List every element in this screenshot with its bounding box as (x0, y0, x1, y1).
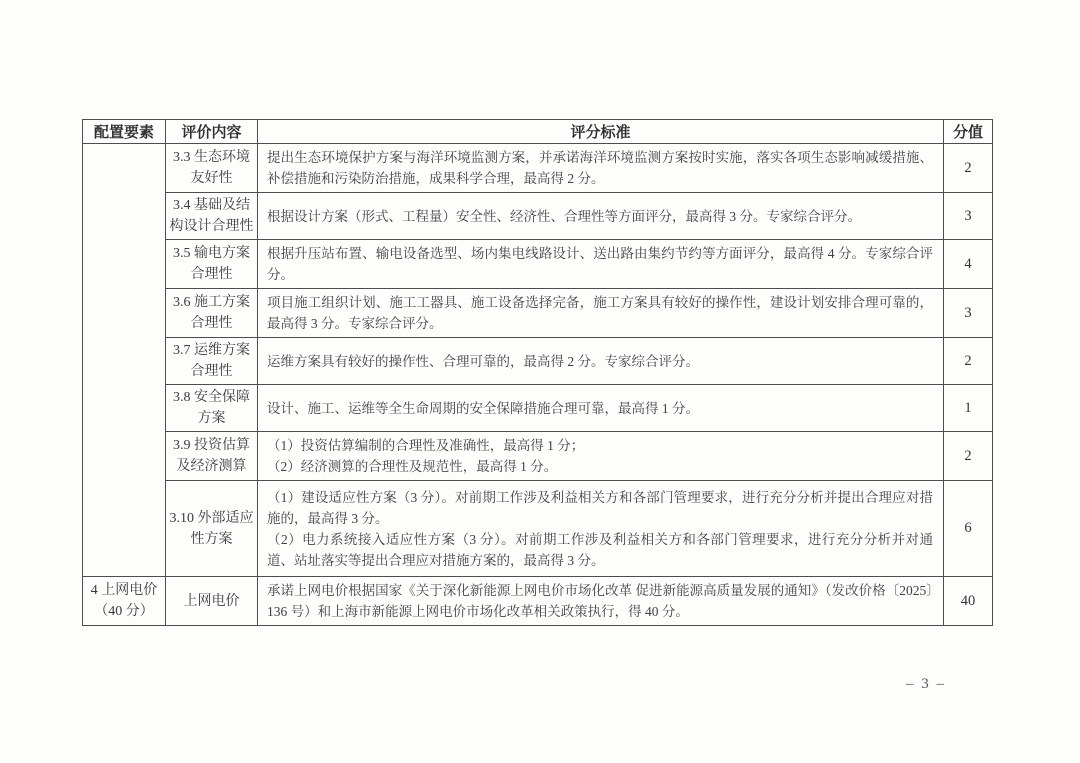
content-cell: 3.3 生态环境友好性 (166, 144, 258, 193)
criteria-cell (258, 240, 944, 289)
criteria-cell (258, 385, 944, 432)
criteria-cell (258, 432, 944, 481)
criteria-cell (258, 289, 944, 338)
table-row (83, 240, 993, 289)
element-cell-grid-price: 4 上网电价（40 分） (83, 577, 166, 626)
criteria-cell (258, 193, 944, 240)
table-header-row (83, 120, 993, 144)
criteria-cell (258, 481, 944, 577)
table-row (83, 193, 993, 240)
criteria-text: （2）电力系统接入适应性方案（3 分）。对前期工作涉及利益相关方和各部门管理要求，进行充分分析并对通道、站址落实等提出合理应对措施方案的，最高得 3 分。 (267, 531, 933, 568)
table-row (83, 289, 993, 338)
content-cell: 上网电价 (166, 577, 258, 626)
score-cell: 2 (944, 144, 993, 193)
page-number: – 3 – (906, 676, 946, 692)
score-cell: 3 (944, 289, 993, 338)
table-row (83, 144, 993, 193)
criteria-cell (258, 144, 944, 193)
header-score: 分值 (944, 120, 993, 144)
criteria-text: 提出生态环境保护方案与海洋环境监测方案，并承诺海洋环境监测方案按时实施，落实各项生态影响减缓措施、补偿措施和污染防治措施，成果科学合理，最高得 2 分。 (267, 150, 933, 186)
content-cell: 3.7 运维方案合理性 (166, 338, 258, 385)
element-cell-blank (83, 144, 166, 577)
criteria-text: 项目施工组织计划、施工工器具、施工设备选择完备，施工方案具有较好的操作性，建设计划安排合理可靠的，最高得 3 分。专家综合评分。 (267, 295, 933, 331)
score-cell: 2 (944, 432, 993, 481)
table-row (83, 577, 993, 626)
score-cell: 4 (944, 240, 993, 289)
content-cell: 3.4 基础及结构设计合理性 (166, 193, 258, 240)
criteria-text: （1）投资估算编制的合理性及准确性，最高得 1 分； (267, 438, 585, 453)
content-cell: 3.6 施工方案合理性 (166, 289, 258, 338)
table-row (83, 385, 993, 432)
score-cell: 2 (944, 338, 993, 385)
content-cell: 3.5 输电方案合理性 (166, 240, 258, 289)
criteria-text: 根据设计方案（形式、工程量）安全性、经济性、合理性等方面评分，最高得 3 分。专家综合评分。 (267, 208, 861, 224)
score-cell: 6 (944, 481, 993, 577)
criteria-text: （1）建设适应性方案（3 分）。对前期工作涉及利益相关方和各部门管理要求，进行充分分析并提出合理应对措施的，最高得 3 分。 (267, 489, 933, 526)
header-element: 配置要素 (83, 120, 166, 144)
table-row (83, 338, 993, 385)
criteria-text: 根据升压站布置、输电设备选型、场内集电线路设计、送出路由集约节约等方面评分，最高得 4 分。专家综合评分。 (267, 246, 933, 282)
criteria-cell (258, 338, 944, 385)
table-row (83, 432, 993, 481)
score-cell: 1 (944, 385, 993, 432)
header-criteria: 评分标准 (258, 120, 944, 144)
content-cell: 3.9 投资估算及经济测算 (166, 432, 258, 481)
criteria-cell (258, 577, 944, 626)
content-cell: 3.8 安全保障方案 (166, 385, 258, 432)
table-row (83, 481, 993, 577)
criteria-text: （2）经济测算的合理性及规范性，最高得 1 分。 (267, 459, 558, 474)
content-cell: 3.10 外部适应性方案 (166, 481, 258, 577)
criteria-text: 运维方案具有较好的操作性、合理可靠的，最高得 2 分。专家综合评分。 (267, 353, 699, 369)
criteria-text: 设计、施工、运维等全生命周期的安全保障措施合理可靠，最高得 1 分。 (267, 400, 699, 416)
header-content: 评价内容 (166, 120, 258, 144)
criteria-text: 承诺上网电价根据国家《关于深化新能源上网电价市场化改革 促进新能源高质量发展的通知》（发改价格〔2025〕136 号）和上海市新能源上网电价市场化改革相关政策执行，得 40 分。 (267, 583, 933, 619)
scoring-criteria-table (82, 119, 993, 626)
score-cell: 40 (944, 577, 993, 626)
score-cell: 3 (944, 193, 993, 240)
